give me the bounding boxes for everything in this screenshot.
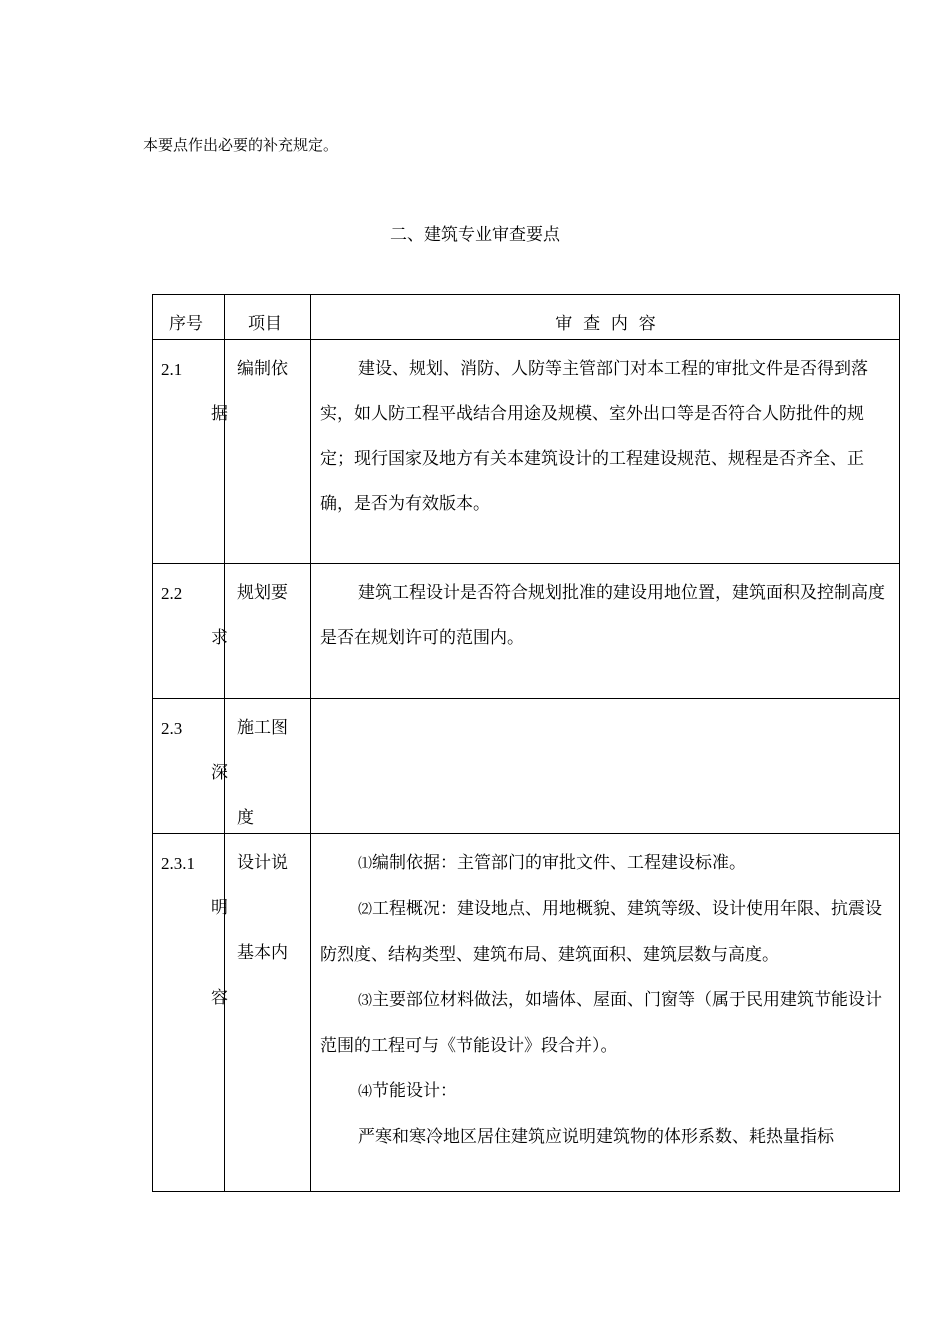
content-paragraph — [320, 978, 895, 1069]
row-seq: 2.1 — [161, 360, 183, 379]
row-item-line: 设计说 — [237, 853, 288, 873]
row-item-line: 编制依 — [237, 359, 288, 379]
content-paragraph: 建设、规划、消防、人防等主管部门对本工程的审批文件是否得到落实，如人防工程平战结合用途及规模、室外出口等是否符合人防批件的规定；现行国家及地方有关本建筑设计的工程建设规范、规程是否齐全、正确，是否为有效版本。 — [320, 359, 868, 514]
row-content — [320, 571, 895, 661]
row-item — [211, 706, 301, 841]
column-divider — [310, 295, 311, 1191]
paragraph-text: 主要部位材料做法，如墙体、屋面、门窗等（属于民用建筑节能设计范围的工程可与《节能设计》段合并）。 — [320, 990, 882, 1056]
paragraph-text: 编制依据：主管部门的审批文件、工程建设标准。 — [372, 853, 746, 873]
review-table — [152, 294, 900, 1192]
list-marker: ⑴ — [358, 856, 372, 872]
section-title: 二、建筑专业审查要点 — [390, 225, 560, 245]
content-paragraph — [320, 1069, 895, 1115]
paragraph-text: 严寒和寒冷地区居住建筑应说明建筑物的体形系数、耗热量指标 — [358, 1127, 834, 1147]
row-item — [211, 841, 301, 1021]
content-paragraph — [320, 887, 895, 978]
row-content — [320, 347, 895, 527]
paragraph-text: 工程概况：建设地点、用地概貌、建筑等级、设计使用年限、抗震设防烈度、结构类型、建筑布局、建筑面积、建筑层数与高度。 — [320, 899, 882, 965]
row-divider — [153, 339, 899, 340]
row-item — [211, 571, 301, 661]
list-marker: ⑷ — [358, 1084, 372, 1100]
row-item-line: 据 — [211, 404, 228, 424]
header-item: 项目 — [248, 314, 282, 334]
row-seq: 2.3 — [161, 719, 183, 738]
content-paragraph — [320, 1115, 895, 1160]
row-seq: 2.2 — [161, 584, 183, 603]
row-item-line: 施工图 — [237, 718, 288, 738]
row-divider — [153, 563, 899, 564]
row-item — [211, 347, 301, 437]
row-item-line: 明 — [211, 898, 228, 918]
row-item-line: 基本内 — [237, 943, 288, 963]
row-item-line: 度 — [237, 808, 254, 828]
list-marker: ⑵ — [358, 902, 372, 918]
header-seq: 序号 — [169, 314, 203, 334]
row-item-line: 容 — [211, 988, 228, 1008]
content-paragraph — [320, 841, 895, 887]
content-paragraph: 建筑工程设计是否符合规划批准的建设用地位置，建筑面积及控制高度是否在规划许可的范围内。 — [320, 583, 885, 648]
row-seq: 2.3.1 — [161, 854, 195, 873]
row-divider — [153, 698, 899, 699]
intro-text: 本要点作出必要的补充规定。 — [143, 136, 339, 154]
list-marker: ⑶ — [358, 993, 372, 1009]
header-content: 审 查 内 容 — [555, 314, 656, 334]
paragraph-text: 节能设计： — [372, 1081, 457, 1101]
row-item-line: 规划要 — [237, 583, 288, 603]
row-item-line: 深 — [211, 763, 228, 783]
row-content — [320, 841, 895, 1160]
row-item-line: 求 — [211, 628, 228, 648]
